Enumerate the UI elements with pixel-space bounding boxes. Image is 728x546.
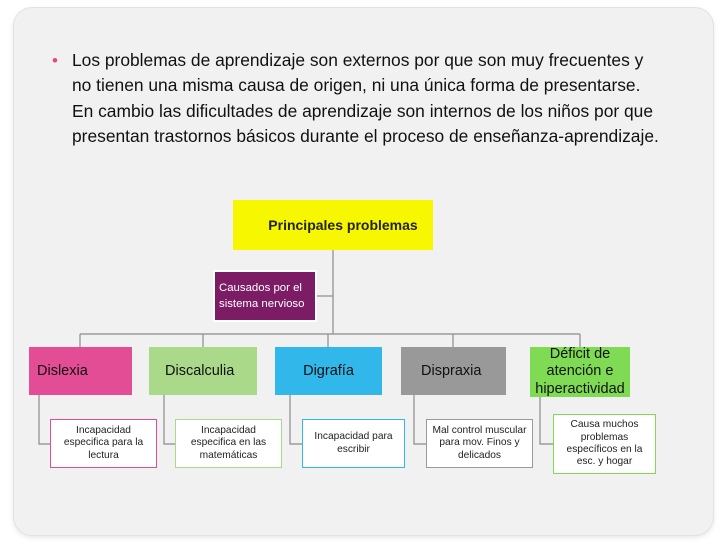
category-deficit-atencion: Déficit de atención e hiperactividad (530, 347, 630, 397)
root-node: Principales problemas (233, 200, 433, 250)
category-discalculia: Discalculia (149, 347, 257, 395)
detail-discalculia: Incapacidad especifica en las matemáticas (175, 419, 282, 468)
detail-dislexia: Incapacidad especifica para la lectura (50, 419, 157, 468)
detail-deficit-atencion: Causa muchos problemas específicos en la esc. y hogar (553, 414, 656, 474)
detail-dispraxia: Mal control muscular para mov. Finos y delicados (426, 419, 533, 468)
cause-node: Causados por el sistema nervioso (213, 270, 317, 322)
bullet-icon: • (52, 51, 58, 70)
bullet-text: Los problemas de aprendizaje son externos por que son muy frecuentes y no tienen una misma causa de origen, ni una única forma de presentarse. En cambio las dificultades de aprendizaje son internos de los niños por que presentan trastornos básicos durante el proceso de enseñanza-aprendizaje. (72, 50, 659, 146)
category-dislexia: Dislexia (29, 347, 132, 395)
category-dispraxia: Dispraxia (401, 347, 506, 395)
detail-digrafia: Incapacidad para escribir (302, 419, 405, 468)
category-digrafia: Digrafía (275, 347, 382, 395)
